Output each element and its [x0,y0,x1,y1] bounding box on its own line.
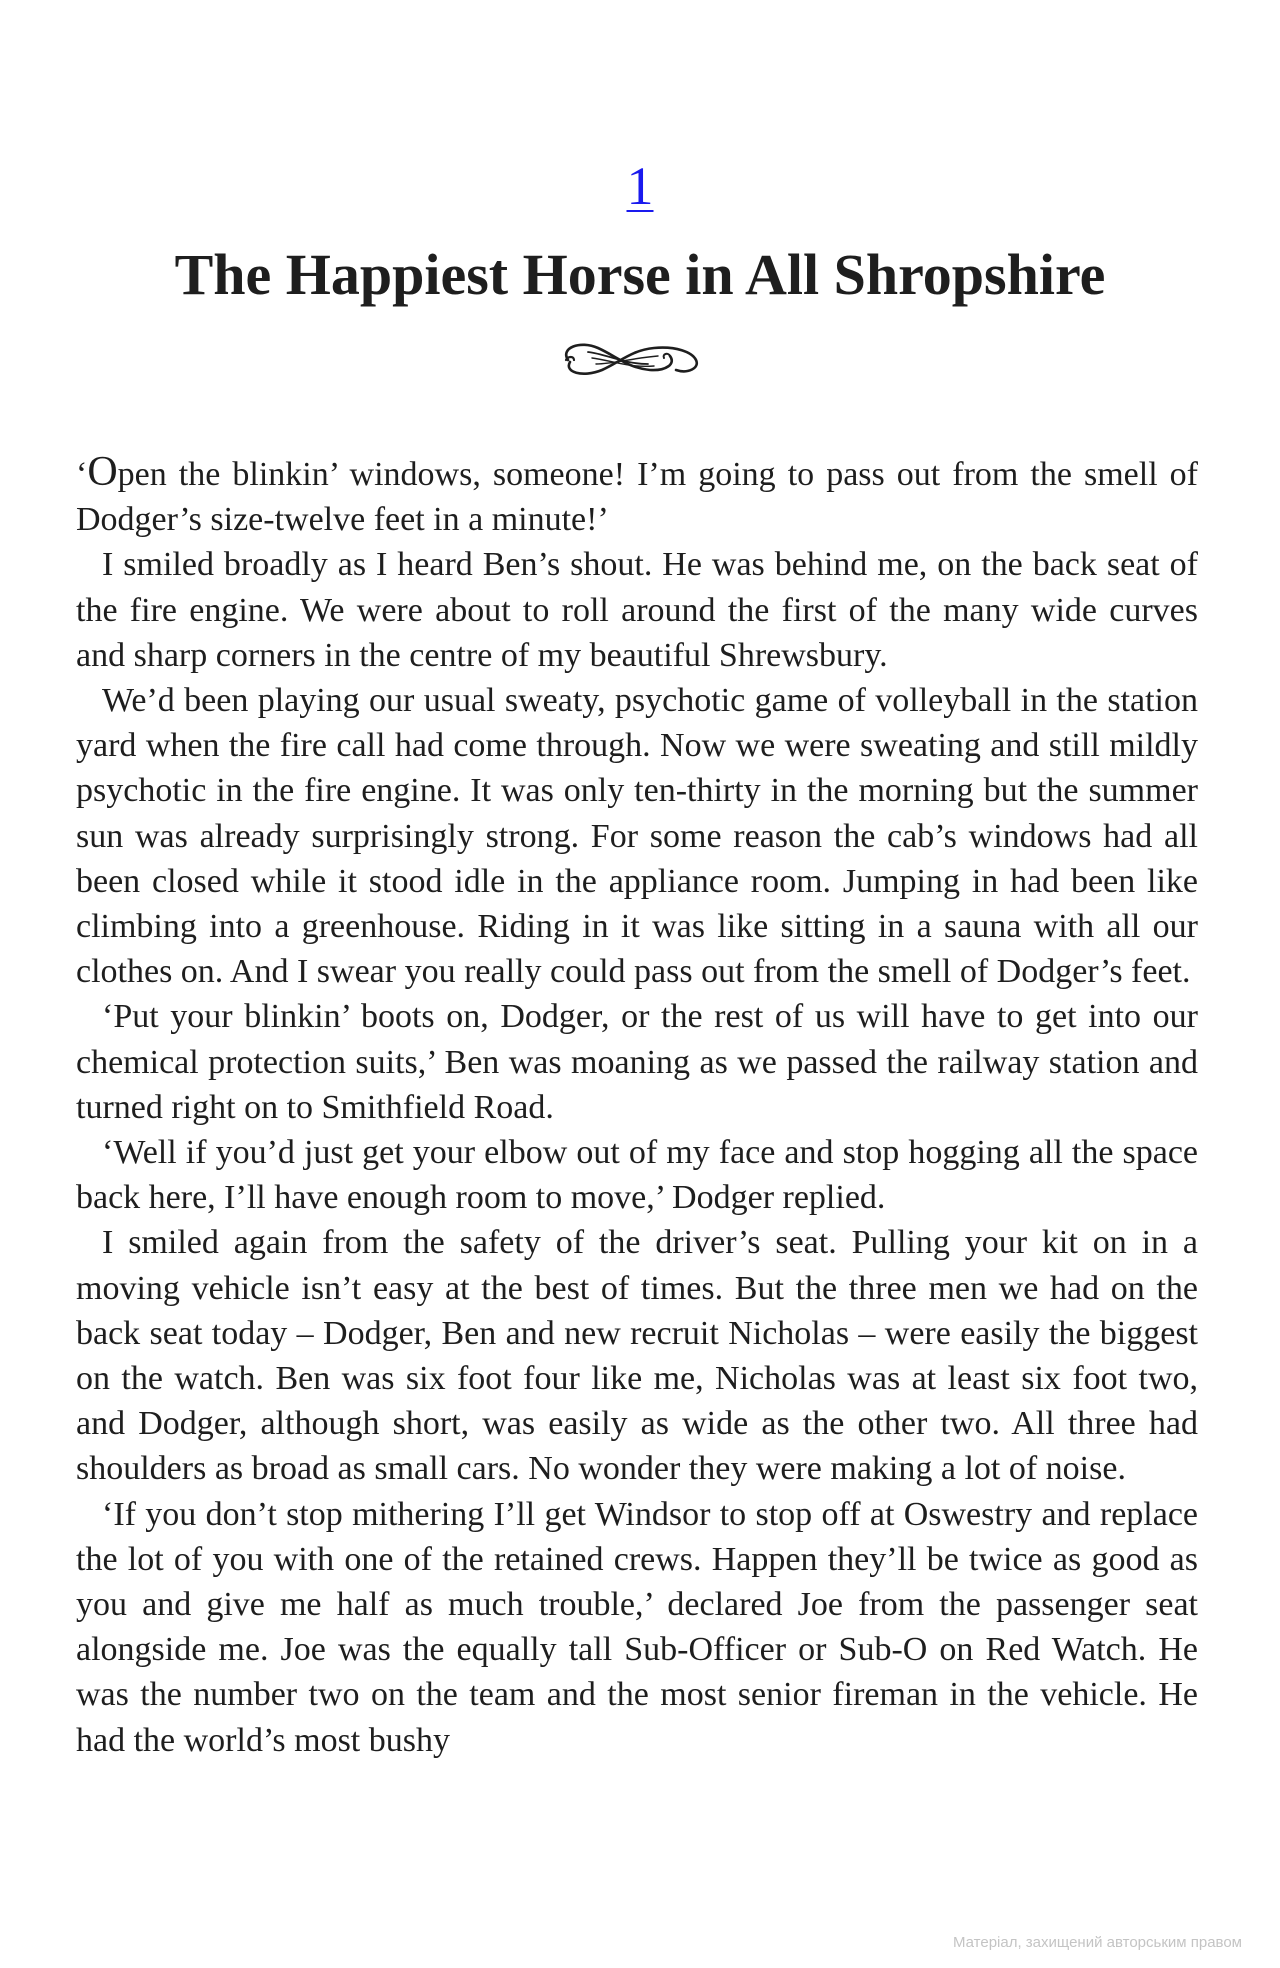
chapter-number [0,156,1280,216]
opening-paragraph [76,449,1198,542]
chapter-number-link[interactable]: 1 [626,156,654,216]
flourish-ornament-icon [558,334,704,384]
chapter-body [76,449,1198,1763]
drop-cap: O [87,449,118,495]
paragraph: I smiled broadly as I heard Ben’s shout. He was behind me, on the back seat of the fire engine. We were about to roll around the first of the many wide curves and sharp corners in the centre of my beautiful Shrewsbury. [76,546,1198,674]
opening-quote-mark: ‘ [76,456,88,493]
paragraph: We’d been playing our usual sweaty, psychotic game of volleyball in the station yard when the fire call had come through. Now we were sweating and still mildly psychotic in the fire engine. It was only ten-thirty in the morning but the summer sun was already surprisingly strong. For some reason the cab’s windows had all been closed while it stood idle in the appliance room. Jumping in had been like climbing into a greenhouse. Riding in it was like sitting in a sauna with all our clothes on. And I swear you really could pass out from the smell of Dodger’s feet. [76,682,1198,991]
paragraph: ‘Well if you’d just get your elbow out of my face and stop hogging all the space back here, I’ll have enough room to move,’ Dodger replied. [76,1134,1198,1217]
paragraph: ‘If you don’t stop mithering I’ll get Windsor to stop off at Oswestry and replace the lot of you with one of the retained crews. Happen they’ll be twice as good as you and give me half as much trouble,’ declared Joe from the passenger seat alongside me. Joe was the equally tall Sub-Officer or Sub-O on Red Watch. He was the number two on the team and the most senior fireman in the vehicle. He had the world’s most bushy [76,1495,1198,1759]
copyright-watermark: Матеріал, захищений авторським правом [952,1934,1242,1951]
paragraph: ‘Put your blinkin’ boots on, Dodger, or the rest of us will have to get into our chemical protection suits,’ Ben was moaning as we passed the railway station and turned right on to Smithfield Road. [76,998,1198,1126]
opening-paragraph-text: pen the blinkin’ windows, someone! I’m going to pass out from the smell of Dodger’s size-twelve feet in a minute!’ [76,456,1198,539]
paragraph: I smiled again from the safety of the driver’s seat. Pulling your kit on in a moving vehicle isn’t easy at the best of times. But the three men we had on the back seat today – Dodger, Ben and new recruit Nicholas – were easily the biggest on the watch. Ben was six foot four like me, Nicholas was at least six foot two, and Dodger, although short, was easily as wide as the other two. All three had shoulders as broad as small cars. No wonder they were making a lot of noise. [76,1224,1198,1488]
chapter-title: The Happiest Horse in All Shropshire [174,242,1106,307]
